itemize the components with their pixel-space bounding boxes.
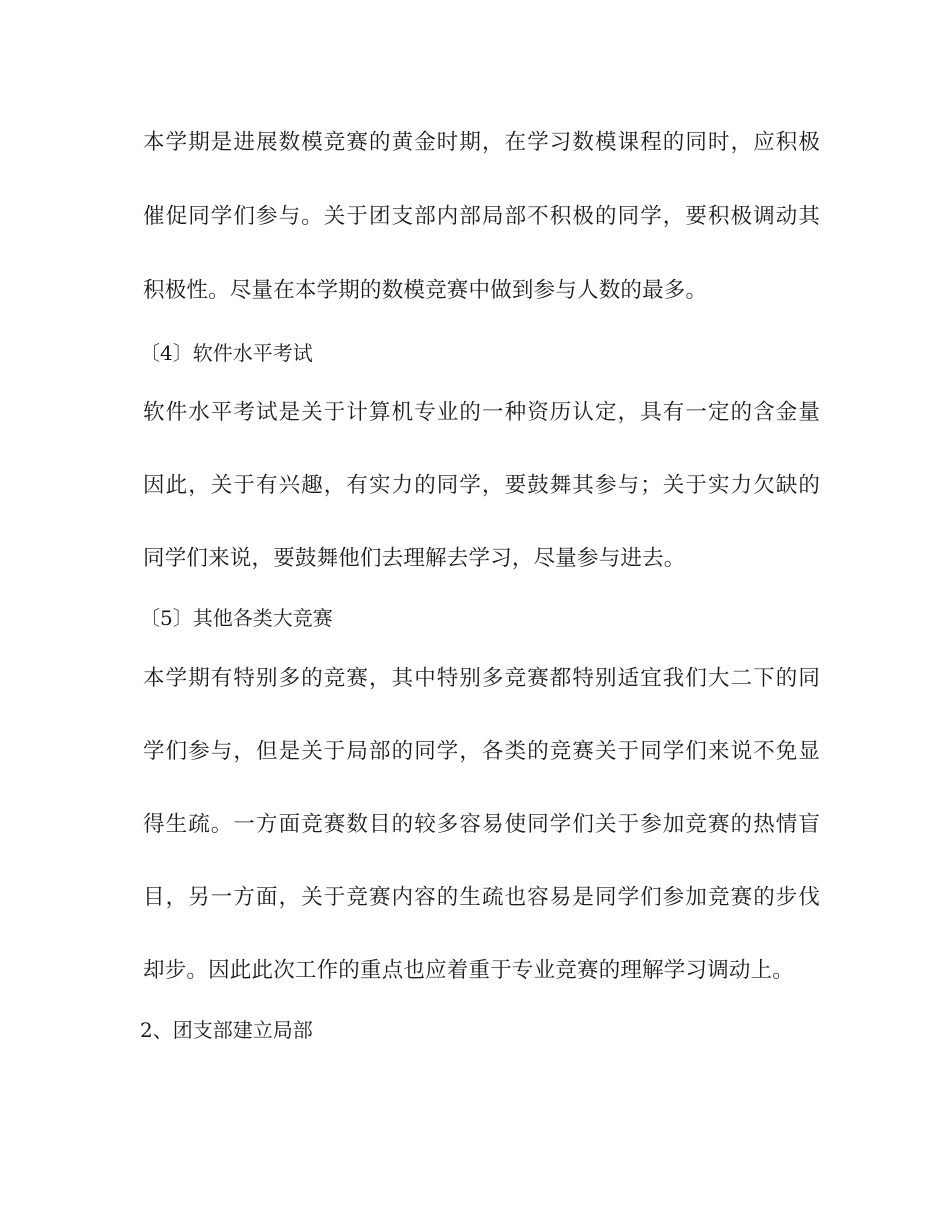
paragraph-line: 积极性。尽量在本学期的数模竞赛中做到参与人数的最多。 (143, 278, 708, 303)
paragraph-line: 催促同学们参与。关于团支部内部局部不积极的同学，要积极调动其 (143, 204, 822, 229)
paragraph-line: 因此，关于有兴趣，有实力的同学，要鼓舞其参与；关于实力欠缺的 (143, 473, 822, 498)
paragraph-line: 本学期是进展数模竞赛的黄金时期，在学习数模课程的同时，应积极 (143, 130, 822, 155)
paragraph-line: 本学期有特别多的竞赛，其中特别多竞赛都特别适宜我们大二下的同 (143, 666, 822, 691)
paragraph-line: 目，另一方面，关于竞赛内容的生疏也容易是同学们参加竞赛的步伐 (143, 885, 822, 910)
paragraph-line: 学们参与，但是关于局部的同学，各类的竞赛关于同学们来说不免显 (143, 739, 822, 764)
paragraph-line: 得生疏。一方面竞赛数目的较多容易使同学们关于参加竞赛的热情盲 (143, 812, 822, 837)
paragraph-line: 同学们来说，要鼓舞他们去理解去学习，尽量参与进去。 (143, 546, 686, 571)
section-heading-4: 〔4〕软件水平考试 (140, 341, 313, 365)
paragraph-line: 却步。因此此次工作的重点也应着重于专业竞赛的理解学习调动上。 (143, 958, 795, 983)
paragraph-line: 软件水平考试是关于计算机专业的一种资历认定，具有一定的含金量 (143, 400, 822, 425)
section-heading-2: 2、团支部建立局部 (140, 1018, 313, 1042)
section-heading-5: 〔5〕其他各类大竞赛 (140, 606, 333, 630)
